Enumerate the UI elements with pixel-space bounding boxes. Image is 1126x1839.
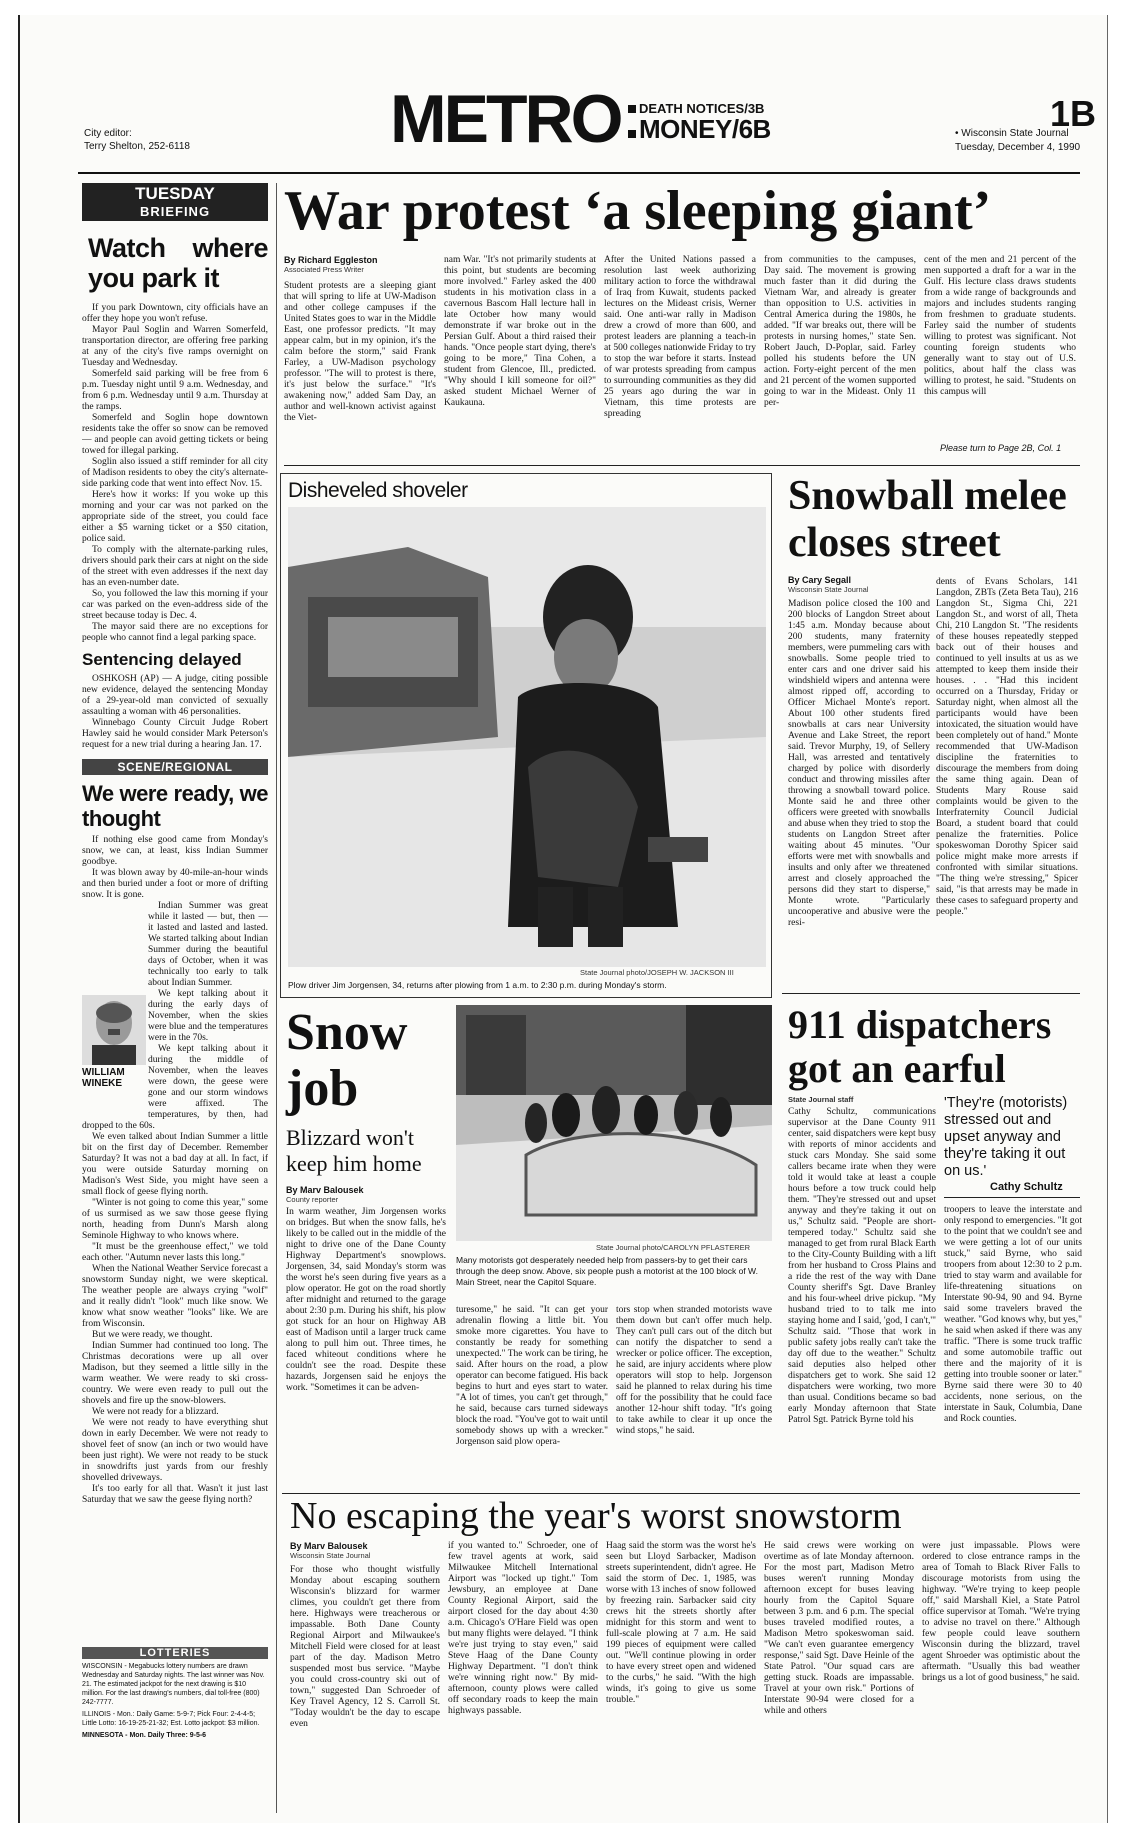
paragraph: Winnebago County Circuit Judge Robert Hawley said he would consider Mark Peterson's request for a new trial during a hearing Jan. 17. <box>82 718 268 750</box>
section-refs <box>628 101 771 142</box>
snowjob-col-1: In warm weather, Jim Jorgensen works on bridges. But when the snow falls, he's likely to be called out in the middle of the night to drive one of the Dane County Highway Department's snowplows. Jorgensen, 34, said Monday's storm was the worst he's seen during five years as a plow operator. He got on the road shortly after midnight and returned to the garage about 2:30 p.m. During his shift, his plow got stuck for an hour on Highway AB east of Madison until a larger truck came along to pull him out. Three times, he faced whiteout conditions where he couldn't see the road. Despite these hazards, Jorgensen said he enjoys the work. "Sometimes it can be adven- <box>286 1207 446 1393</box>
war-col-4: from communities to the campuses, Day said. The movement is growing much faster than it did during the Vietnam War, and already is greater than opposition to U.S. activities in Central America during the 1980s, he added. "If war breaks out, there will be protests in nursing homes," state Sen. Robert Jauch, D-Poplar, said. Farley polled his students before the UN action. Forty-eight percent of the men and 21 percent of the women supported going to war in the Mideast. Only 11 per- <box>764 255 916 408</box>
newspaper-page <box>18 15 1108 1823</box>
city-editor-label: City editor: <box>84 128 132 139</box>
escape-col-1: For those who thought wistfully Monday about escaping southern Wisconsin's blizzard for warmer climes, you couldn't get there from here. Highways were treacherous or impassable. Both Dane County Regional Airport and Milwaukee's Mitchell Field were closed for at least part of the day. Madison Metro suspended most bus service. "Maybe you could cross-country ski out of town," suggested Dan Schroeder of Key Travel Agency, 12 S. Carroll St. "Today wouldn't be the day to escape even <box>290 1565 440 1729</box>
dispatch-pull-attribution: Cathy Schultz <box>990 1181 1063 1193</box>
snowjob-byline: By Marv Balousek <box>286 1185 364 1195</box>
paragraph: To comply with the alternate-parking rules, drivers should park their cars at night on the side of the street with even addresses if the next day has an even-number date. <box>82 545 268 588</box>
snowjob-col-2: turesome," he said. "It can get your adrenalin flowing a little bit. You smoke more cigarettes. You have to constantly be ready for something unexpected." The work can be tiring, he said. After hours on the road, a plow operator can become fatigued. His back begins to hurt and eyes start to water. "A lot of times, you can't get through," he said, because cars turned sideways block the road. "You've got to wait until somebody shows up with a wrecker." Jorgenson said plow opera- <box>456 1305 608 1447</box>
paragraph: If you park Downtown, city officials have an offer they hope you won't refuse. <box>82 303 268 324</box>
paragraph: Indian Summer was great while it lasted — but, then — it lasted and lasted and lasted. We started talking about Indian Summer during the beautiful days of October, when it was technically too early to talk about Indian Summer. <box>148 901 268 988</box>
scene-regional-bar: SCENE/REGIONAL <box>82 759 268 775</box>
war-col-5: cent of the men and 21 percent of the men supported a draft for a war in the Gulf. His lecture class draws students from a wide range of backgrounds and majors and includes students ranging from freshmen to graduate students. Farley said the number of students willing to protest was significant. Not counting foreign students who generally want to stay out of U.S. politics, about half the class was willing to protest, he said. "Students on this campus will <box>924 255 1076 397</box>
lotto-wisconsin: WISCONSIN - Megabucks lottery numbers are drawn Wednesday and Saturday nights. The last winner was Nov. 21. The estimated jackpot for the next drawing is $10 million. For the last drawing's numbers, dial toll-free (800) 242-7777. <box>82 1663 265 1706</box>
escape-col-3: Haag said the storm was the worst he's seen but Lloyd Sarbacker, Madison streets superintendent, didn't agree. He said the storm of Dec. 1, 1985, was worse with 13 inches of snow followed by freezing rain. Sarbacker said city crews hit the streets shortly after midnight for this storm and went to full-scale plowing at 7 a.m. He said 199 pieces of equipment were called out. "We'll continue plowing in order to have every street open and widened to the curbs," he said. "With the high winds, it's going to give us some trouble." <box>606 1541 756 1705</box>
escape-col-4: He said crews were working on overtime as of late Monday afternoon. For the most part, Madison Metro buses weren't running Monday afternoon except for buses leaving hourly from the Capitol Square between 3 p.m. and 6 p.m. The special buses traveled modified routes, a Madison Metro spokeswoman said. "We can't even guarantee emergency response," said Sgt. Dave Heinle of the State Patrol. "Our squad cars are getting stuck. Roads are impassable. Travel at your own risk." Portions of Interstate 90-94 were closed for a while and others <box>764 1541 914 1716</box>
dispatch-headline: 911 dispatchers got an earful <box>788 1002 1052 1091</box>
paragraph: Somerfeld and Soglin hope downtown residents take the offer so snow can be removed — and people can avoid getting tickets or being towed for illegal parking. <box>82 413 268 456</box>
column-story <box>82 835 268 1506</box>
lotteries-box <box>82 1647 268 1740</box>
dispatch-pull-quote: 'They're (motorists) stressed out and upset anyway and they're taking it out on us.' <box>944 1095 1068 1179</box>
paragraph: The mayor said there are no exceptions for people who cannot find a legal parking space. <box>82 622 268 643</box>
shoveler-photo-credit: State Journal photo/JOSEPH W. JACKSON III <box>580 968 734 977</box>
section-title: METRO <box>390 81 621 157</box>
war-credit: Associated Press Writer <box>284 265 364 274</box>
paragraph: We were not ready to have everything shut down in early December. We were not ready to shovel feet of snow (an inch or two would have been just right). We were not ready to be stuck in snowdrifts just yards from our freshly shovelled driveways. <box>82 1418 268 1483</box>
paragraph: We kept talking about it during the middle of November, when the leaves were down, the geese were gone and our storm windows were affixed. The temperatures, by then, had dropped to the 60s. <box>82 1044 268 1131</box>
snowjob-col-3: tors stop when stranded motorists wave them down but can't offer much help. They can't pull cars out of the ditch but can notify the dispatcher to send a wrecker or police officer. The exception, he said, are injury accidents where plow operators will stop to help. Jorgenson said he planned to relax during his time off for the possibility that he could face another 12-hour shift today. "It's going to take awhile to clear it up once the wind stops," he said. <box>616 1305 772 1436</box>
page-number: 1B <box>1050 93 1097 134</box>
dispatch-col-2: troopers to leave the interstate and only respond to emergencies. "It got to the point that we couldn't see and we were getting a lot of our units stuck," said Byrne, who said troopers from about 12:30 to 2 p.m. tried to stay warm and available for life-threatening situations on Interstate 90-94, 90 and 94. Byrne said some travelers braved the weather. "God knows why, but yes," he said when asked if there was any traffic. "There is some truck traffic and some automobile traffic out there and the majority of it is getting into trouble sooner or later." Byrne said there were 30 to 40 accidents, none serious, on the interstate in Sauk, Columbia, Dane and Rock counties. <box>944 1205 1082 1424</box>
paragraph: Somerfeld said parking will be free from 6 p.m. Tuesday night until 9 a.m. Wednesday, and from 6 p.m. Wednesday until 9 a.m. Thursday at the ramps. <box>82 369 268 412</box>
section-rule <box>782 993 1080 994</box>
bullet-icon <box>628 105 636 113</box>
dispatch-credit: State Journal staff <box>788 1095 854 1104</box>
paper-date: Tuesday, December 4, 1990 <box>955 142 1081 153</box>
snowball-col-1: Madison police closed the 100 and 200 blocks of Langdon Street about 1:45 a.m. Monday because about 200 students, many fraternity members, were pummeling cars with snowballs. Some people tried to enter cars and one driver said his windshield wipers and antenna were almost ripped off, according to Officer Michael Monte's report. About 100 other students fired snowballs at cars near University Avenue and Lake Street, the report said. Trevor Murphy, 19, of Sellery Hall, was arrested and tentatively charged by police with disorderly conduct and throwing missiles after throwing a snowball toward police. Monte said he and three other officers were greeted with snowballs and abuse when they tried to stop the students on Langdon Street after waiting about 45 minutes. "Our efforts were met with snowballs and insults and only after we threatened arrest and closely approached the persons did they start to disperse," Monte wrote. "Particularly uncooperative and abusive were the resi- <box>788 599 930 928</box>
ref-money[interactable]: MONEY/6B <box>639 114 771 144</box>
paper-info <box>955 127 1080 155</box>
paragraph: Mayor Paul Soglin and Warren Somerfeld, transportation director, are offering free parking at any of the city's five ramps overnight on Tuesday and Wednesday. <box>82 325 268 368</box>
lotteries-bar: LOTTERIES <box>82 1647 268 1659</box>
paragraph: Indian Summer had continued too long. The Christmas decorations were up all over Madison, but they seemed a little silly in the warm weather. We were ready to ski cross-country. We were even ready to pull out the shovels and fire up the snow-blowers. <box>82 1341 268 1406</box>
paragraph: We even talked about Indian Summer a little bit on the first day of December. Remember Saturday? It was not a bad day at all. In fact, if you were outside Saturday morning on Madison's West Side, you might have seen a small flock of geese flying north. <box>82 1132 268 1197</box>
column-headline: We were ready, we thought <box>82 781 268 831</box>
section-rule <box>284 465 1080 466</box>
paper-name: • Wisconsin State Journal <box>955 128 1069 139</box>
paragraph: Here's how it works: If you woke up this morning and your car was not parked on the appropriate side of the street, you could face either a $5 warning ticket or a $50 citation, police said. <box>82 490 268 544</box>
city-editor <box>84 127 190 153</box>
snowjob-deck: Blizzard won't keep him home <box>286 1125 422 1176</box>
snowjob-headline: Snow job <box>286 1004 408 1117</box>
war-byline: By Richard Eggleston <box>284 255 378 265</box>
paragraph: But we were ready, we thought. <box>92 1330 213 1340</box>
snowball-byline: By Cary Segall <box>788 575 852 585</box>
paragraph: "Winter is not going to come this year," some of us surmised as we saw those geese flying north, heading from Dunn's Marsh along Seminole Highway to who knows where. <box>82 1198 268 1241</box>
paragraph: OSHKOSH (AP) — A judge, citing possible new evidence, delayed the sentencing Monday of a 29-year-old man convicted of sexually assaulting a woman with 46 personalities. <box>82 674 268 717</box>
shoveler-label: Disheveled shoveler <box>288 479 468 502</box>
bullet-icon <box>628 130 636 138</box>
motorists-photo-credit: State Journal photo/CAROLYN PFLASTERER <box>596 1243 751 1252</box>
snowjob-credit: County reporter <box>286 1195 339 1204</box>
escape-credit: Wisconsin State Journal <box>290 1551 371 1560</box>
snowball-col-2: dents of Evans Scholars, 141 Langdon, ZBTs (Zeta Beta Tau), 216 Langdon St., Sigma Chi, 221 Langdon St., and worst of all, Theta Chi, 210 Langdon St. "The residents of these houses repeatedly stepped back out of their houses and continued to yell insults at us as we attempted to keep them inside their houses. . . "Had this incident occurred on a Thursday, Friday or Saturday night, when almost all the participants would have been intoxicated, the situation would have been completely out of hand." Monte recommended that UW-Madison discipline the fraternities to discourage the members from doing the same thing again. Dean of Students Mary Rouse said complaints would be given to the Interfraternity Council Judicial Board, a student board that could penalize the fraternities. Police spokeswoman Dorothy Spicer said police might make more arrests if confronted with similar situations. "The thing we're stressing," Spicer said, "is that arrests may be made in these cases to safeguard property and people." <box>936 577 1078 917</box>
paragraph: "It must be the greenhouse effect," we told each other. "Autumn never lasts this long." <box>82 1242 268 1263</box>
war-col-3: After the United Nations passed a resolution last week authorizing military action to force the withdrawal of Iraq from Kuwait, students packed lectures on the Mideast crisis, Werner said. One anti-war rally in Madison drew a crowd of more than 600, and protest leaders are planning a teach-in at 500 colleges nationwide Friday to try to stop the war before it starts. Instead of war protests spreading from campus to surrounding communities as they did 25 years ago during the war in Vietnam, this time protests are spreading <box>604 255 756 419</box>
masthead-rule <box>78 172 1080 174</box>
column-divider <box>276 183 277 1813</box>
paragraph: Soglin also issued a stiff reminder for all city of Madison residents to obey the city's alternate-side parking code that went into effect Nov. 15. <box>82 457 268 489</box>
pull-quote-rule <box>944 1197 1080 1198</box>
paragraph: We kept talking about it during the early days of November, when the skies were blue and the temperatures were in the 70s. <box>148 989 268 1043</box>
escape-headline: No escaping the year's worst snowstorm <box>290 1495 902 1537</box>
shoveler-photo <box>288 507 766 967</box>
motorists-photo <box>456 1005 772 1241</box>
parking-headline: Watch where you park it <box>88 233 268 293</box>
dispatch-col-1: Cathy Schultz, communications supervisor at the Dane County 911 center, said dispatchers were kept busy with reports of minor accidents and stuck cars Monday. She said some callers became irate when they were told it would take at least a couple hours before a tow truck could help them. "They're stressed out and upset anyway and they're taking it out on us," Schultz said. "People are short-tempered today." Schultz said she managed to get from rural Black Earth to the City-County Building with a lift from her husband to Cross Plains and a ride the rest of the way with Dane County sheriff's Sgt. Dave Branley and his four-wheel drive pickup. "My husband tried to to talk me into staying home and I said, 'god, I can't,'" Schultz said. "Those that work in public safety jobs really can't take the day off due to the weather." Schultz said deputies also helped other dispatchers get to work. She said 12 dispatchers were working, two more than usual. Conditions became so bad early Monday afternoon that State Patrol Sgt. Patrick Byrne told his <box>788 1107 936 1425</box>
briefing-header <box>82 183 268 221</box>
war-col-2: nam War. "It's not primarily students at this point, but students are becoming more involved." Farley asked the 400 students in his motivation class in a cavernous Bascom Hall lecture hall in late October how many would demonstrate if war broke out in the Persian Gulf. About a third raised their hands. "Once people start dying, there's going to be more," Tina Cohen, a student from Glencoe, Ill., predicted. "Why should I kill someone for oil?" asked student Michael Werner of Kaukauna. <box>444 255 596 408</box>
lotto-illinois: ILLINOIS - Mon.: Daily Game: 5-9-7; Pick Four: 2-4-4-5; Little Lotto: 16-19-25-21-32; Est. Lotto jackpot: $3 million. <box>82 1711 260 1727</box>
ref-death-notices[interactable]: DEATH NOTICES/3B <box>639 101 765 116</box>
paragraph: So, you followed the law this morning if your car was parked on the even-address side of the street because today is Dec. 4. <box>82 589 268 621</box>
briefing-column <box>82 227 268 1647</box>
parking-story <box>82 303 268 644</box>
briefing-sublabel: BRIEFING <box>139 204 211 219</box>
escape-col-5: were just impassable. Plows were ordered to close entrance ramps in the area of Tomah to Black River Falls to discourage motorists from using the highway. "We're trying to keep people off," said Marshall Kiel, a State Patrol office supervisor at Tomah. "We're trying to advise no travel on there." Although few people could leave southern Wisconsin during the blizzard, travel agent Shroeder was optimistic about the aftermath. "Usually this bad weather brings us a lot of good business," he said. <box>922 1541 1080 1683</box>
paragraph: It was blown away by 40-mile-an-hour winds and then buried under a foot or more of drifting snow. It is gone. <box>82 868 268 900</box>
paragraph: If nothing else good came from Monday's snow, we can, at least, kiss Indian Summer goodbye. <box>82 835 268 867</box>
paragraph: We were not ready for a blizzard. <box>92 1407 219 1417</box>
paragraph: When the National Weather Service forecast a snowstorm Sunday night, we were skeptical. The weather people are always crying "wolf" and it really didn't "look" much like snow. We know what snow weather "looks" like. We are from Wisconsin. <box>82 1264 268 1329</box>
escape-col-2: if you wanted to." Schroeder, one of few travel agents at work, said Milwaukee Mitchell International Airport was "locked up tight." Tom Jewsbury, an employee at Dane County Regional Airport, said the airport closed for the day about 4:30 a.m. Chicago's O'Hare Field was open but many flights were delayed. "I think we're just trying to stay even," said Steve Haag of the Dane County Highway Department. "I don't think we're winning right now." By mid-afternoon, county plows were called off secondary roads to keep the main highways passable. <box>448 1541 598 1716</box>
paragraph: It's too early for all that. Wasn't it just last Saturday that we saw the geese flying north? <box>82 1484 268 1505</box>
motorists-caption: Many motorists got desperately needed help from passers-by to get their cars through the deep snow. Above, six people push a motorist at the 100 block of W. Main Street, near the Capitol Square. <box>456 1255 758 1287</box>
columnist-photo <box>82 995 146 1065</box>
lotto-minnesota: MINNESOTA - Mon. Daily Three: 9-5-6 <box>82 1732 207 1739</box>
city-editor-name: Terry Shelton, 252-6118 <box>84 141 190 152</box>
escape-byline: By Marv Balousek <box>290 1541 368 1551</box>
sentencing-headline: Sentencing delayed <box>82 650 242 669</box>
shoveler-caption: Plow driver Jim Jorgensen, 34, returns after plowing from 1 a.m. to 2:30 p.m. during Monday's storm. <box>288 980 667 990</box>
columnist-name: WILLIAM WINEKE <box>82 1067 125 1089</box>
war-headline: War protest ‘a sleeping giant’ <box>284 180 992 242</box>
snowball-headline: Snowball melee closes street <box>788 473 1067 566</box>
war-jump-link[interactable]: Please turn to Page 2B, Col. 1 <box>940 443 1062 453</box>
sentencing-story <box>82 674 268 751</box>
war-col-1: Student protests are a sleeping giant that will spring to life at UW-Madison and other college campuses if the United States goes to war in the Middle East, one professor predicts. "It may appear calm, but in my opinion, it's the calm before the storm," said Frank Farley, a UW-Madison psychology professor. "The will to protest is there, it's just below the surface." "It's awakening now," added Sam Day, an author and well-known activist against the Viet- <box>284 281 436 423</box>
briefing-label: TUESDAY <box>135 184 215 203</box>
snowball-credit: Wisconsin State Journal <box>788 585 869 594</box>
